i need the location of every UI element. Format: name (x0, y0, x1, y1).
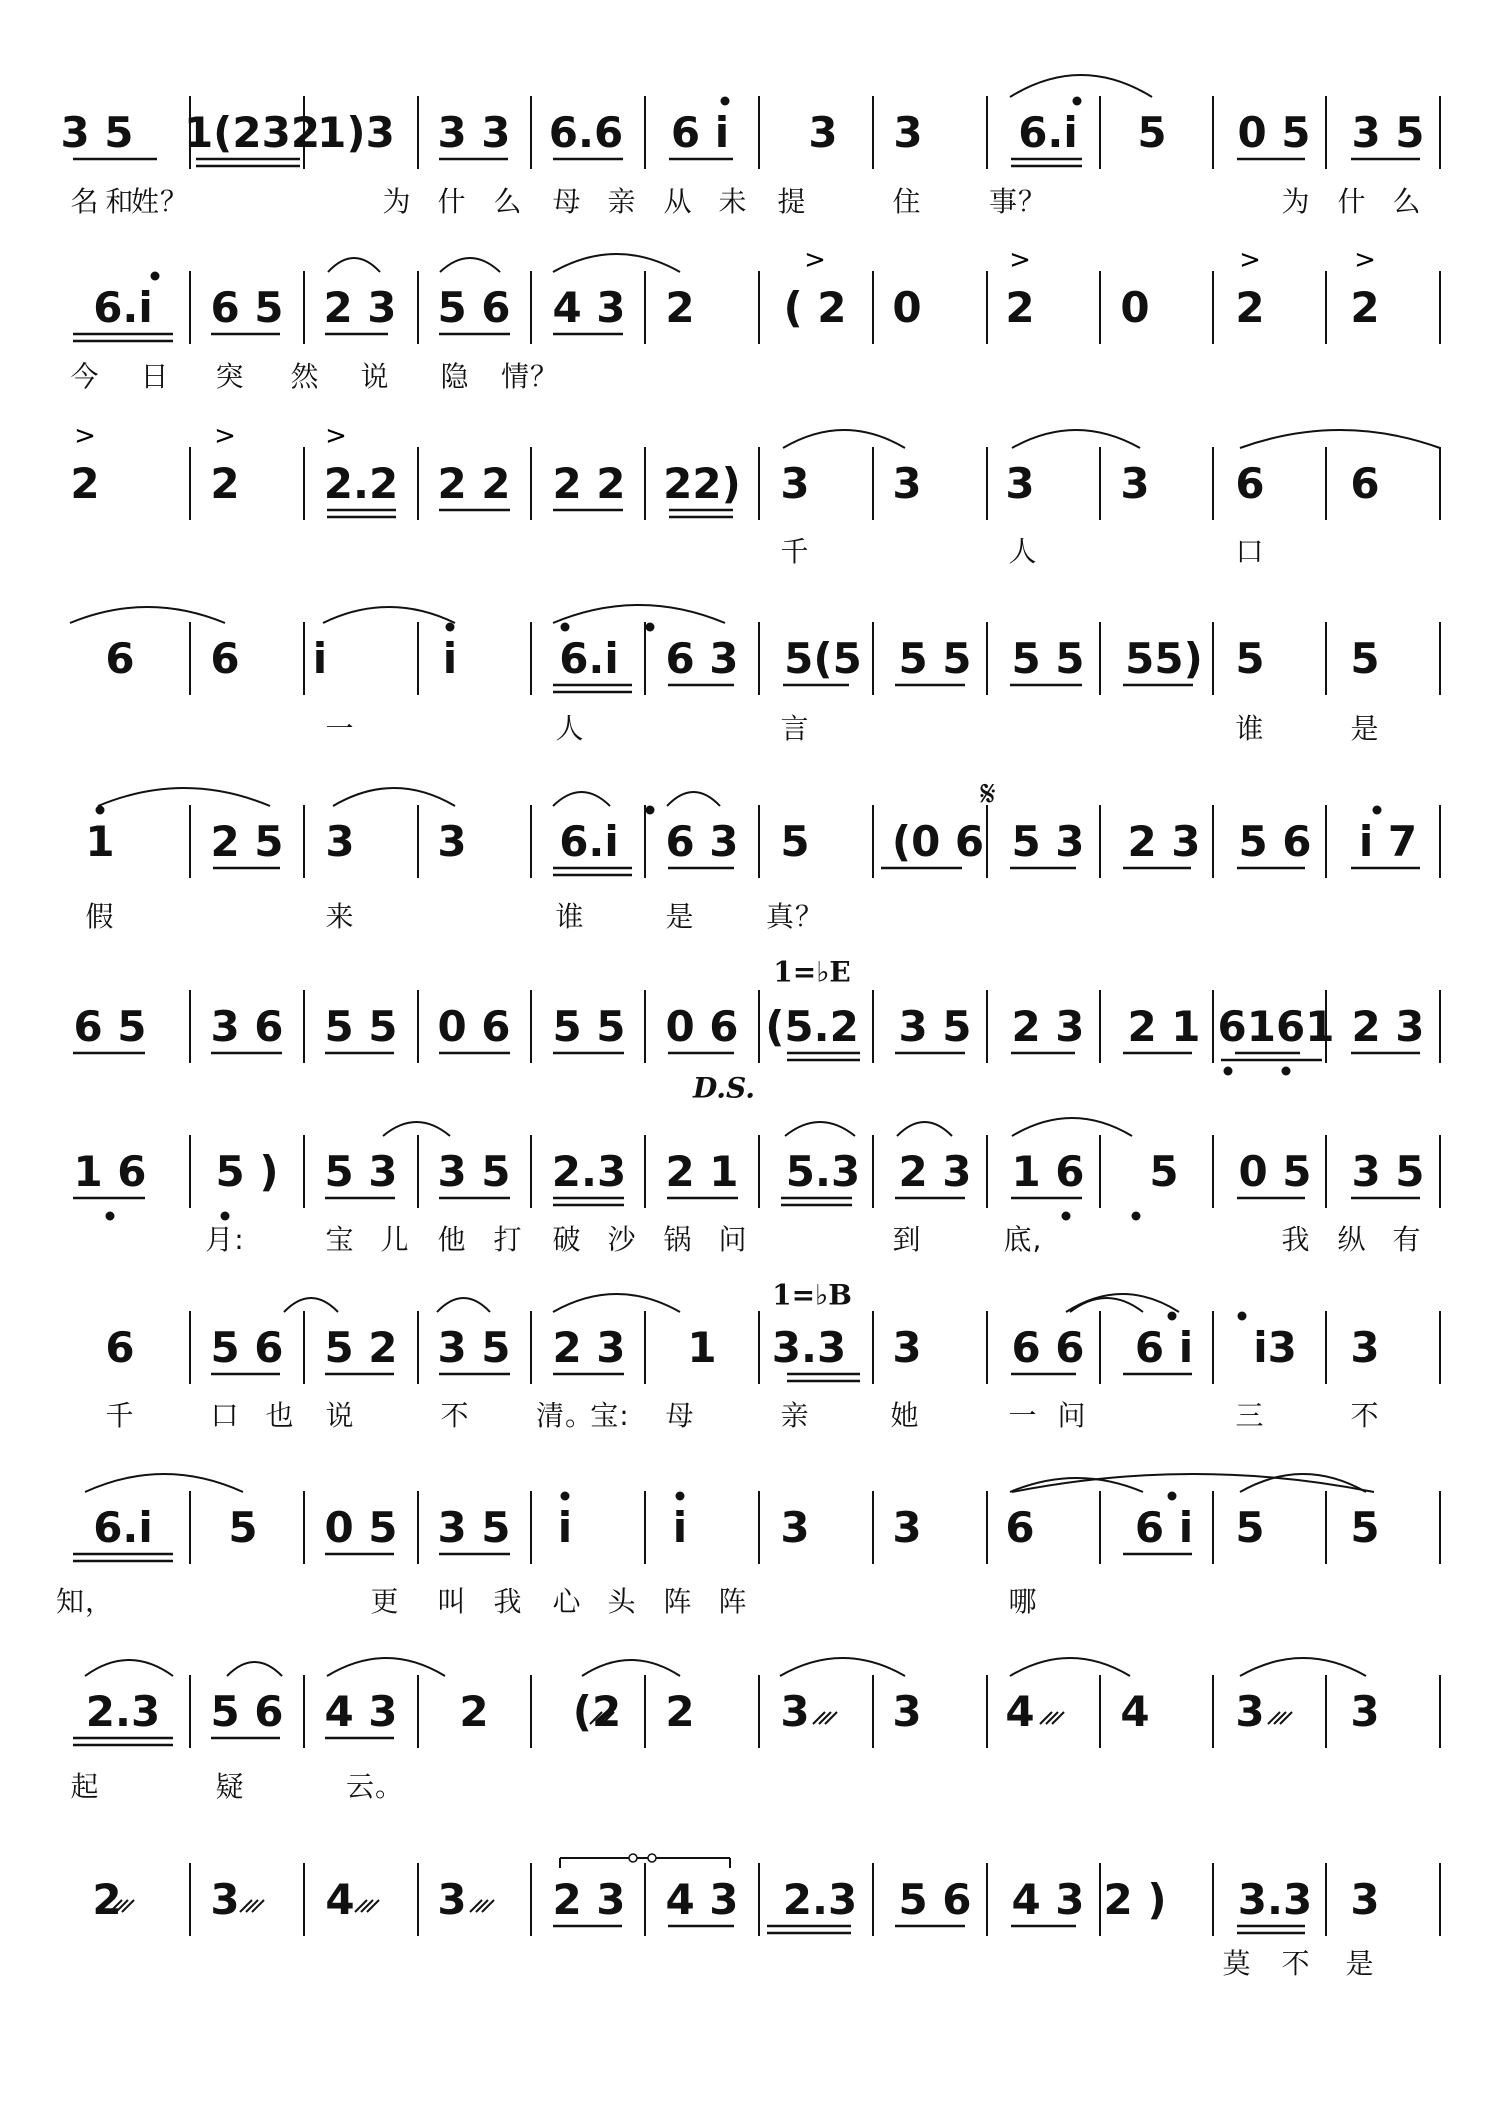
slur (327, 1658, 445, 1676)
lyric-syllable-text: 疑 (215, 1770, 245, 1803)
note-group-text: 3 6 (210, 1002, 284, 1051)
accent-mark: > (1009, 245, 1031, 275)
accent-mark: > (1239, 245, 1261, 275)
lyric-syllable-text: 到 (892, 1223, 922, 1256)
lyric-syllable-text: 叫 (437, 1585, 467, 1618)
lyric-syllable-text: 名 (70, 185, 100, 218)
note-group-text: 3 (780, 1503, 810, 1552)
note-group-text: (5.2 (765, 1002, 859, 1051)
note-group-text: 2 (665, 283, 695, 332)
note-group-text: 4 3 (552, 283, 626, 332)
lyric-syllable-text: 人 (555, 712, 585, 745)
note-group-text: 3 5 (1351, 108, 1425, 157)
note-group-text: 3 (437, 1875, 467, 1924)
slur (98, 788, 270, 806)
key-signature-text: 1=♭E (773, 955, 851, 989)
slur (1012, 1118, 1132, 1136)
slur (553, 605, 725, 623)
note-group-text: 3 (1235, 1687, 1265, 1736)
note-group-text: 3 (892, 1323, 922, 1372)
note-group-text: 6 5 (73, 1002, 147, 1051)
note-group-text: 5 6 (210, 1323, 284, 1372)
octave-dot-high (1168, 1312, 1177, 1321)
note-group-text: 6161 (1217, 1002, 1335, 1051)
note-group-text: 5 6 (437, 283, 511, 332)
lyric-syllable-text: 打 (493, 1223, 523, 1256)
note-group-text: 0 5 (1238, 1147, 1312, 1196)
note-group-text: 6 6 (1011, 1323, 1085, 1372)
note-group-text: 1 6 (73, 1147, 147, 1196)
lyric-syllable-text: 言 (780, 712, 810, 745)
tremolo-stroke (482, 1900, 494, 1912)
lyric-syllable-text: 他 (437, 1223, 467, 1256)
lyric-syllable-text: 今 (70, 360, 100, 393)
lyric-syllable-text: 问 (718, 1223, 748, 1256)
octave-dot-high (561, 1492, 570, 1501)
slur (85, 1474, 243, 1492)
lyric-syllable-text: 是 (665, 900, 695, 933)
slur (227, 1662, 282, 1676)
note-group-text: 3 (893, 108, 923, 157)
lyric-syllable-text: 谁 (555, 900, 585, 933)
note-group-text: 3 (437, 817, 467, 866)
note-group-text: 6.i (559, 817, 619, 866)
note-group-text: 1 6 (1011, 1147, 1085, 1196)
note-group-text: 5 ) (215, 1147, 279, 1196)
octave-dot-high (151, 272, 160, 281)
lyric-syllable-text: 我 (1281, 1223, 1311, 1256)
note-group-text: 6 (1005, 1503, 1035, 1552)
note-group-text: 0 5 (324, 1503, 398, 1552)
octave-dot-high (1238, 1312, 1247, 1321)
lyric-syllable-text: 事？ (988, 185, 1048, 218)
lyric-syllable-text: 是 (1345, 1947, 1375, 1980)
lyric-syllable-text: 千 (105, 1399, 135, 1432)
octave-dot-low (1282, 1067, 1291, 1076)
note-group-text: 3.3 (771, 1323, 847, 1372)
lyric-syllable-text: 情？ (500, 360, 560, 393)
slur (1240, 1658, 1366, 1676)
note-group-text: 3 5 (437, 1147, 511, 1196)
note-group-text: 5 5 (324, 1002, 398, 1051)
note-group-text: 4 (325, 1875, 355, 1924)
note-group-text: 5 (1350, 1503, 1380, 1552)
note-group-text: 5 6 (1238, 817, 1312, 866)
note-group-text: 0 6 (665, 1002, 739, 1051)
octave-dot-high (1168, 1492, 1177, 1501)
lyric-syllable-text: 莫 (1222, 1947, 1252, 1980)
note-group-text: 2 3 (1127, 817, 1201, 866)
note-group-text: 6 (1235, 459, 1265, 508)
lyric-syllable-text: 三 (1235, 1399, 1265, 1432)
note-group-text: 3 (1350, 1875, 1380, 1924)
octave-dot-high (1373, 806, 1382, 815)
note-group-text: 4 3 (1011, 1875, 1085, 1924)
note-group-text: 6.6 (548, 108, 624, 157)
lyric-syllable-text: 亲 (780, 1399, 810, 1432)
note-group-text: 6 (105, 634, 135, 683)
note-group-text: 22) (663, 459, 741, 508)
note-group-text: 6.i (93, 1503, 153, 1552)
note-group-text: 3 5 (437, 1503, 511, 1552)
octave-dot-low (1132, 1212, 1141, 1221)
note-group-text: 3 (808, 108, 838, 157)
tremolo-stroke (470, 1900, 482, 1912)
note-group-text: 2 (210, 459, 240, 508)
lyric-syllable-text: 为 (382, 185, 412, 218)
tremolo-stroke (1268, 1712, 1280, 1724)
slur (897, 1122, 952, 1136)
note-group-text: 2 (70, 459, 100, 508)
lyric-syllable-text: 不 (1350, 1399, 1380, 1432)
note-group-text: 2 (1350, 283, 1380, 332)
tremolo-stroke (252, 1900, 264, 1912)
tremolo-stroke (122, 1900, 134, 1912)
note-group-text: (0 6 (891, 817, 985, 866)
lyric-syllable-text: 阵 (663, 1585, 693, 1618)
lyric-syllable-text: 来 (325, 900, 355, 933)
lyric-syllable-text: 有 (1392, 1223, 1422, 1256)
note-group-text: 2 (459, 1687, 489, 1736)
note-group-text: 4 (1120, 1687, 1150, 1736)
note-group-text: 1)3 (317, 108, 395, 157)
tremolo-stroke (240, 1900, 252, 1912)
note-group-text: 5 (1235, 634, 1265, 683)
note-group-text: 2.2 (323, 459, 399, 508)
note-group-text: 2 ) (1103, 1875, 1167, 1924)
note-group-text: i (557, 1503, 573, 1552)
lyric-syllable-text: 云。 (345, 1770, 405, 1803)
octave-dot-low (106, 1212, 115, 1221)
lyric-syllable-text: 姓？ (130, 185, 190, 218)
tremolo-stroke (1052, 1712, 1064, 1724)
tremolo-stroke (813, 1712, 825, 1724)
tremolo-stroke (1046, 1712, 1058, 1724)
note-group-text: 3 5 (898, 1002, 972, 1051)
octave-dot-high (96, 806, 105, 815)
note-group-text: 3 (1350, 1323, 1380, 1372)
octave-dot-high (561, 623, 570, 632)
tremolo-stroke (367, 1900, 379, 1912)
note-group-text: 4 3 (324, 1687, 398, 1736)
lyric-syllable-text: 她 (890, 1399, 920, 1432)
accent-mark: > (325, 421, 347, 451)
note-group-text: 3 (892, 1687, 922, 1736)
note-group-text: 3 3 (437, 108, 511, 157)
tremolo-stroke (1274, 1712, 1286, 1724)
lyric-syllable-text: 阵 (718, 1585, 748, 1618)
note-group-text: 3 5 (1351, 1147, 1425, 1196)
note-group-text: 0 (1120, 283, 1150, 332)
accent-mark: > (1354, 245, 1376, 275)
note-group-text: 0 (892, 283, 922, 332)
note-group-text: 6 3 (665, 634, 739, 683)
lyric-syllable-text: 也 (265, 1399, 295, 1432)
lyric-syllable-text: 心 (552, 1585, 582, 1618)
lyric-syllable-text: 什 (437, 185, 467, 218)
lyric-syllable-text: 底, (1003, 1223, 1043, 1256)
lyric-syllable-text: 一 (1008, 1399, 1038, 1432)
note-group-text: 0 6 (437, 1002, 511, 1051)
lyric-syllable-text: 母 (665, 1399, 695, 1432)
slur (1070, 1298, 1143, 1312)
note-group-text: 2 (1235, 283, 1265, 332)
slur (383, 1122, 450, 1136)
note-group-text: 2 3 (552, 1875, 626, 1924)
lyric-syllable-text: 日 (140, 360, 170, 393)
slur (323, 607, 455, 623)
note-group-text: 5 (228, 1503, 258, 1552)
note-group-text: 3.3 (1237, 1875, 1313, 1924)
lyric-syllable-text: 未 (718, 185, 748, 218)
note-group-text: 6.i (93, 283, 153, 332)
tremolo-stroke (355, 1900, 367, 1912)
octave-dot-high (676, 1492, 685, 1501)
lyric-syllable-text: 知， (55, 1585, 115, 1618)
slur (328, 258, 380, 272)
note-group-text: 1(232 (183, 108, 321, 157)
lyric-syllable-text: 提 (777, 185, 807, 218)
note-group-text: 1 (687, 1323, 717, 1372)
note-group-text: 5 6 (898, 1875, 972, 1924)
note-group-text: 2 (1005, 283, 1035, 332)
note-group-text: 2 1 (665, 1147, 739, 1196)
slur (440, 258, 500, 272)
note-group-text: 3 (780, 459, 810, 508)
note-group-text: 2 (665, 1687, 695, 1736)
lyric-syllable-text: 从 (663, 185, 693, 218)
note-group-text: 6 3 (665, 817, 739, 866)
note-group-text: 5 (1350, 634, 1380, 683)
lyric-syllable-text: 宝 (325, 1223, 355, 1256)
slur (582, 1660, 680, 1676)
lyric-syllable-text: 月: (205, 1223, 245, 1256)
note-group-text: 2 3 (898, 1147, 972, 1196)
lyric-syllable-text: 我 (493, 1585, 523, 1618)
lyric-syllable-text: 么 (493, 185, 523, 218)
octave-dot-low (1062, 1212, 1071, 1221)
note-group-text: 5 3 (324, 1147, 398, 1196)
note-group-text: 6 5 (210, 283, 284, 332)
note-group-text: 0 5 (1237, 108, 1311, 157)
lyric-syllable-text: 哪 (1008, 1585, 1038, 1618)
lyric-syllable-text: 儿 (380, 1223, 410, 1256)
lyric-syllable-text: 锅 (663, 1223, 693, 1256)
tremolo-stroke (819, 1712, 831, 1724)
lyric-syllable-text: 一 (325, 712, 355, 745)
note-group-text: 6 i (1134, 1503, 1194, 1552)
lyric-syllable-text: 说 (325, 1399, 355, 1432)
note-group-text: 2 3 (1011, 1002, 1085, 1051)
lyric-syllable-text: 千 (780, 535, 810, 568)
note-group-text: 2.3 (782, 1875, 858, 1924)
slur (70, 607, 225, 623)
note-group-text: 5 (780, 817, 810, 866)
lyric-syllable-text: 住 (892, 185, 922, 218)
accent-mark: > (74, 421, 96, 451)
slur (667, 792, 720, 806)
note-group-text: (2 (572, 1687, 622, 1736)
note-group-text: 3 (1005, 459, 1035, 508)
octave-dot-low (1224, 1067, 1233, 1076)
tremolo-stroke (1280, 1712, 1292, 1724)
tremolo-stroke (476, 1900, 488, 1912)
note-group-text: 5 6 (210, 1687, 284, 1736)
lyric-syllable-text: 沙 (607, 1223, 637, 1256)
harmonic-circle (648, 1854, 656, 1862)
lyric-syllable-text: 说 (360, 360, 390, 393)
lyric-syllable-text: 为 (1281, 185, 1311, 218)
note-group-text: 3 5 (60, 108, 134, 157)
note-group-text: ( 2 (783, 283, 847, 332)
note-group-text: i3 (1253, 1323, 1297, 1372)
slur (1010, 1478, 1143, 1492)
lyric-syllable-text: 然 (290, 360, 320, 393)
slur (284, 1298, 338, 1312)
lyric-syllable-text: 突 (215, 360, 245, 393)
note-group-text: 2 2 (437, 459, 511, 508)
note-group-text: 6 (1350, 459, 1380, 508)
accent-mark: > (804, 245, 826, 275)
slur (437, 1298, 490, 1312)
note-group-text: i (442, 634, 458, 683)
slur (1012, 1474, 1374, 1492)
octave-dot-high (446, 623, 455, 632)
ds-mark-text: D.S. (692, 1071, 756, 1105)
note-group-text: i (672, 1503, 688, 1552)
note-group-text: 55) (1125, 634, 1203, 683)
lyric-syllable-text: 母 (552, 185, 582, 218)
tremolo-stroke (1040, 1712, 1052, 1724)
slur (553, 1294, 680, 1312)
note-group-text: 5 2 (324, 1323, 398, 1372)
note-group-text: 5 5 (1011, 634, 1085, 683)
lyric-syllable-text: 和 (105, 185, 135, 218)
note-group-text: 3 (1120, 459, 1150, 508)
segno-sign-text: 𝄋 (980, 774, 996, 815)
slur (1010, 1658, 1130, 1676)
note-group-text: 5 (1137, 108, 1167, 157)
lyric-syllable-text: 真？ (765, 900, 825, 933)
note-group-text: 3 (892, 1503, 922, 1552)
note-group-text: 3 (210, 1875, 240, 1924)
slur (1010, 75, 1152, 97)
lyric-syllable-text: 问 (1057, 1399, 1087, 1432)
note-group-text: 6 (210, 634, 240, 683)
note-group-text: 2 3 (1351, 1002, 1425, 1051)
lyric-syllable-text: 什 (1337, 185, 1367, 218)
note-group-text: 3 (892, 459, 922, 508)
note-group-text: 2 3 (552, 1323, 626, 1372)
lyric-syllable-text: 宝: (590, 1399, 630, 1432)
note-group-text: 4 (1005, 1687, 1035, 1736)
lyric-syllable-text: 头 (607, 1585, 637, 1618)
lyric-syllable-text: 隐 (440, 360, 470, 393)
note-group-text: 3 (1350, 1687, 1380, 1736)
note-group-text: i (312, 634, 328, 683)
lyric-syllable-text: 纵 (1337, 1223, 1367, 1256)
key-signature-text: 1=♭B (772, 1278, 852, 1312)
slur (553, 792, 610, 806)
note-group-text: i 7 (1358, 817, 1418, 866)
note-group-text: 6 (105, 1323, 135, 1372)
accent-mark: > (214, 421, 236, 451)
note-group-text: 5 (1149, 1147, 1179, 1196)
note-group-text: 2.3 (551, 1147, 627, 1196)
lyric-syllable-text: 谁 (1235, 712, 1265, 745)
lyric-syllable-text: 清。 (535, 1399, 595, 1432)
octave-dot-high (721, 97, 730, 106)
lyric-syllable-text: 亲 (607, 185, 637, 218)
lyric-syllable-text: 起 (70, 1770, 100, 1803)
note-group-text: 3 (780, 1687, 810, 1736)
lyric-syllable-text: 不 (1281, 1947, 1311, 1980)
lyric-syllable-text: 不 (440, 1399, 470, 1432)
note-group-text: 2 2 (552, 459, 626, 508)
note-group-text: 5 5 (898, 634, 972, 683)
note-group-text: 5 5 (552, 1002, 626, 1051)
lyric-syllable-text: 口 (210, 1399, 240, 1432)
tremolo-stroke (246, 1900, 258, 1912)
tremolo-stroke (825, 1712, 837, 1724)
note-group-text: 2 3 (323, 283, 397, 332)
lyric-syllable-text: 假 (85, 900, 115, 933)
note-group-text: 2 1 (1127, 1002, 1201, 1051)
slur (1012, 430, 1140, 448)
slur (785, 1122, 855, 1136)
note-group-text: 5 3 (1011, 817, 1085, 866)
lyric-syllable-text: 人 (1008, 535, 1038, 568)
lyric-syllable-text: 破 (552, 1223, 582, 1256)
note-group-text: 5.3 (785, 1147, 861, 1196)
note-group-text: 4 3 (665, 1875, 739, 1924)
octave-dot-high (1073, 97, 1082, 106)
slur (780, 1658, 905, 1676)
note-group-text: 1 (85, 817, 115, 866)
note-group-text: 5 (1235, 1503, 1265, 1552)
note-group-text: 3 (325, 817, 355, 866)
slur (553, 254, 680, 272)
note-group-text: 5(5 (784, 634, 862, 683)
note-group-text: 6.i (559, 634, 619, 683)
note-group-text: 2 (92, 1875, 122, 1924)
note-group-text: 6 i (1134, 1323, 1194, 1372)
lyric-syllable-text: 么 (1392, 185, 1422, 218)
harmonic-circle (629, 1854, 637, 1862)
note-group-text: 2 5 (210, 817, 284, 866)
lyric-syllable-text: 口 (1235, 535, 1265, 568)
note-group-text: 6 i (670, 108, 730, 157)
slur (333, 788, 455, 806)
note-group-text: 6.i (1018, 108, 1078, 157)
octave-dot-high (646, 806, 655, 815)
slur (783, 430, 905, 448)
tremolo-stroke (361, 1900, 373, 1912)
note-group-text: 2.3 (85, 1687, 161, 1736)
slur (85, 1660, 173, 1676)
lyric-syllable-text: 是 (1350, 712, 1380, 745)
slur (1240, 430, 1440, 448)
note-group-text: 3 5 (437, 1323, 511, 1372)
lyric-syllable-text: 更 (370, 1585, 400, 1618)
octave-dot-high (646, 623, 655, 632)
